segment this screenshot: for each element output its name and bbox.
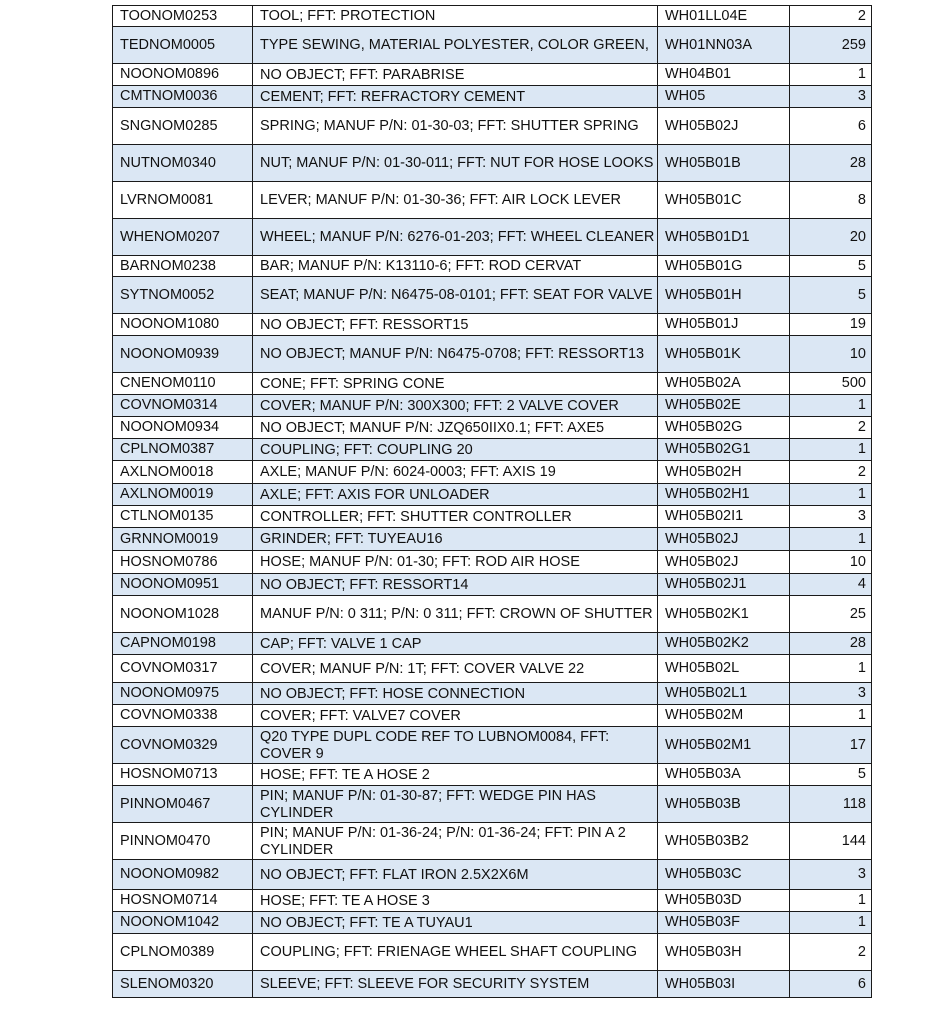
table-row: [113, 484, 872, 506]
table-row: [113, 86, 872, 108]
quantity-cell: 5: [790, 764, 872, 786]
table-row: [113, 655, 872, 683]
description-cell: HOSE; FFT: TE A HOSE 2: [253, 764, 658, 786]
description-cell: SPRING; MANUF P/N: 01-30-03; FFT: SHUTTER SPRING: [253, 108, 658, 145]
quantity-cell: 2: [790, 6, 872, 27]
quantity-cell: 1: [790, 912, 872, 934]
table-row: [113, 373, 872, 395]
location-cell: WH05: [658, 86, 790, 108]
location-cell: WH05B03I: [658, 971, 790, 998]
part-number-cell: NOONOM0975: [113, 683, 253, 705]
location-cell: WH05B01J: [658, 314, 790, 336]
quantity-cell: 3: [790, 506, 872, 528]
table-row: [113, 912, 872, 934]
part-number-cell: CPLNOM0387: [113, 439, 253, 461]
table-row: [113, 528, 872, 551]
quantity-cell: 4: [790, 574, 872, 596]
location-cell: WH05B01D1: [658, 219, 790, 256]
description-cell: NO OBJECT; FFT: RESSORT14: [253, 574, 658, 596]
location-cell: WH05B02H1: [658, 484, 790, 506]
location-cell: WH05B03B: [658, 786, 790, 823]
description-cell: PIN; MANUF P/N: 01-30-87; FFT: WEDGE PIN HAS CYLINDER: [253, 786, 658, 823]
inventory-table-body: [113, 6, 872, 998]
table-row: [113, 551, 872, 574]
location-cell: WH01NN03A: [658, 27, 790, 64]
table-row: [113, 256, 872, 277]
table-row: [113, 727, 872, 764]
location-cell: WH01LL04E: [658, 6, 790, 27]
location-cell: WH05B02I1: [658, 506, 790, 528]
part-number-cell: CMTNOM0036: [113, 86, 253, 108]
description-cell: NUT; MANUF P/N: 01-30-011; FFT: NUT FOR HOSE LOOKS: [253, 145, 658, 182]
quantity-cell: 2: [790, 417, 872, 439]
quantity-cell: 28: [790, 633, 872, 655]
table-row: [113, 439, 872, 461]
quantity-cell: 1: [790, 890, 872, 912]
description-cell: WHEEL; MANUF P/N: 6276-01-203; FFT: WHEEL CLEANER: [253, 219, 658, 256]
part-number-cell: TEDNOM0005: [113, 27, 253, 64]
description-cell: COVER; FFT: VALVE7 COVER: [253, 705, 658, 727]
quantity-cell: 1: [790, 705, 872, 727]
part-number-cell: NUTNOM0340: [113, 145, 253, 182]
quantity-cell: 3: [790, 86, 872, 108]
location-cell: WH05B02L: [658, 655, 790, 683]
table-row: [113, 277, 872, 314]
part-number-cell: NOONOM0939: [113, 336, 253, 373]
location-cell: WH05B02G1: [658, 439, 790, 461]
quantity-cell: 25: [790, 596, 872, 633]
table-row: [113, 314, 872, 336]
table-row: [113, 596, 872, 633]
location-cell: WH05B01C: [658, 182, 790, 219]
description-cell: MANUF P/N: 0 311; P/N: 0 311; FFT: CROWN OF SHUTTER: [253, 596, 658, 633]
part-number-cell: HOSNOM0713: [113, 764, 253, 786]
location-cell: WH05B02L1: [658, 683, 790, 705]
location-cell: WH05B02K2: [658, 633, 790, 655]
part-number-cell: COVNOM0329: [113, 727, 253, 764]
quantity-cell: 3: [790, 860, 872, 890]
quantity-cell: 20: [790, 219, 872, 256]
location-cell: WH05B02E: [658, 395, 790, 417]
quantity-cell: 6: [790, 108, 872, 145]
quantity-cell: 1: [790, 484, 872, 506]
description-cell: Q20 TYPE DUPL CODE REF TO LUBNOM0084, FFT: COVER 9: [253, 727, 658, 764]
table-row: [113, 336, 872, 373]
table-row: [113, 633, 872, 655]
description-cell: HOSE; MANUF P/N: 01-30; FFT: ROD AIR HOSE: [253, 551, 658, 574]
table-row: [113, 506, 872, 528]
quantity-cell: 17: [790, 727, 872, 764]
part-number-cell: AXLNOM0019: [113, 484, 253, 506]
part-number-cell: WHENOM0207: [113, 219, 253, 256]
description-cell: NO OBJECT; MANUF P/N: N6475-0708; FFT: RESSORT13: [253, 336, 658, 373]
part-number-cell: COVNOM0314: [113, 395, 253, 417]
part-number-cell: GRNNOM0019: [113, 528, 253, 551]
location-cell: WH04B01: [658, 64, 790, 86]
description-cell: NO OBJECT; FFT: RESSORT15: [253, 314, 658, 336]
table-row: [113, 705, 872, 727]
part-number-cell: CPLNOM0389: [113, 934, 253, 971]
quantity-cell: 19: [790, 314, 872, 336]
location-cell: WH05B03C: [658, 860, 790, 890]
part-number-cell: TOONOM0253: [113, 6, 253, 27]
location-cell: WH05B03F: [658, 912, 790, 934]
part-number-cell: NOONOM0896: [113, 64, 253, 86]
table-row: [113, 461, 872, 484]
part-number-cell: HOSNOM0714: [113, 890, 253, 912]
part-number-cell: LVRNOM0081: [113, 182, 253, 219]
description-cell: CONE; FFT: SPRING CONE: [253, 373, 658, 395]
location-cell: WH05B01K: [658, 336, 790, 373]
table-row: [113, 417, 872, 439]
description-cell: AXLE; MANUF P/N: 6024-0003; FFT: AXIS 19: [253, 461, 658, 484]
quantity-cell: 2: [790, 461, 872, 484]
description-cell: CEMENT; FFT: REFRACTORY CEMENT: [253, 86, 658, 108]
description-cell: COUPLING; FFT: COUPLING 20: [253, 439, 658, 461]
part-number-cell: SNGNOM0285: [113, 108, 253, 145]
location-cell: WH05B02G: [658, 417, 790, 439]
quantity-cell: 2: [790, 934, 872, 971]
description-cell: CONTROLLER; FFT: SHUTTER CONTROLLER: [253, 506, 658, 528]
location-cell: WH05B03B2: [658, 823, 790, 860]
part-number-cell: NOONOM1042: [113, 912, 253, 934]
part-number-cell: COVNOM0317: [113, 655, 253, 683]
table-row: [113, 27, 872, 64]
quantity-cell: 5: [790, 277, 872, 314]
table-row: [113, 182, 872, 219]
table-row: [113, 6, 872, 27]
location-cell: WH05B02H: [658, 461, 790, 484]
part-number-cell: NOONOM0934: [113, 417, 253, 439]
location-cell: WH05B02J: [658, 551, 790, 574]
location-cell: WH05B03A: [658, 764, 790, 786]
quantity-cell: 8: [790, 182, 872, 219]
description-cell: PIN; MANUF P/N: 01-36-24; P/N: 01-36-24; FFT: PIN A 2 CYLINDER: [253, 823, 658, 860]
description-cell: TOOL; FFT: PROTECTION: [253, 6, 658, 27]
description-cell: LEVER; MANUF P/N: 01-30-36; FFT: AIR LOCK LEVER: [253, 182, 658, 219]
location-cell: WH05B01G: [658, 256, 790, 277]
description-cell: GRINDER; FFT: TUYEAU16: [253, 528, 658, 551]
quantity-cell: 1: [790, 64, 872, 86]
quantity-cell: 5: [790, 256, 872, 277]
part-number-cell: NOONOM1028: [113, 596, 253, 633]
quantity-cell: 10: [790, 336, 872, 373]
description-cell: SEAT; MANUF P/N: N6475-08-0101; FFT: SEAT FOR VALVE: [253, 277, 658, 314]
table-row: [113, 934, 872, 971]
inventory-sheet: [112, 5, 872, 998]
description-cell: NO OBJECT; FFT: FLAT IRON 2.5X2X6M: [253, 860, 658, 890]
part-number-cell: NOONOM0982: [113, 860, 253, 890]
quantity-cell: 1: [790, 528, 872, 551]
location-cell: WH05B02J: [658, 108, 790, 145]
part-number-cell: SLENOM0320: [113, 971, 253, 998]
part-number-cell: PINNOM0470: [113, 823, 253, 860]
location-cell: WH05B01B: [658, 145, 790, 182]
part-number-cell: SYTNOM0052: [113, 277, 253, 314]
description-cell: NO OBJECT; FFT: HOSE CONNECTION: [253, 683, 658, 705]
table-row: [113, 574, 872, 596]
location-cell: WH05B01H: [658, 277, 790, 314]
part-number-cell: BARNOM0238: [113, 256, 253, 277]
table-row: [113, 64, 872, 86]
quantity-cell: 144: [790, 823, 872, 860]
table-row: [113, 145, 872, 182]
description-cell: SLEEVE; FFT: SLEEVE FOR SECURITY SYSTEM: [253, 971, 658, 998]
description-cell: HOSE; FFT: TE A HOSE 3: [253, 890, 658, 912]
quantity-cell: 28: [790, 145, 872, 182]
part-number-cell: PINNOM0467: [113, 786, 253, 823]
location-cell: WH05B02M: [658, 705, 790, 727]
location-cell: WH05B02K1: [658, 596, 790, 633]
description-cell: BAR; MANUF P/N: K13110-6; FFT: ROD CERVAT: [253, 256, 658, 277]
description-cell: COVER; MANUF P/N: 300X300; FFT: 2 VALVE COVER: [253, 395, 658, 417]
part-number-cell: NOONOM0951: [113, 574, 253, 596]
quantity-cell: 118: [790, 786, 872, 823]
quantity-cell: 6: [790, 971, 872, 998]
table-row: [113, 860, 872, 890]
location-cell: WH05B03D: [658, 890, 790, 912]
location-cell: WH05B03H: [658, 934, 790, 971]
quantity-cell: 3: [790, 683, 872, 705]
quantity-cell: 1: [790, 439, 872, 461]
table-row: [113, 395, 872, 417]
quantity-cell: 1: [790, 395, 872, 417]
description-cell: TYPE SEWING, MATERIAL POLYESTER, COLOR GREEN,: [253, 27, 658, 64]
table-row: [113, 823, 872, 860]
part-number-cell: NOONOM1080: [113, 314, 253, 336]
quantity-cell: 259: [790, 27, 872, 64]
location-cell: WH05B02J: [658, 528, 790, 551]
table-row: [113, 219, 872, 256]
quantity-cell: 500: [790, 373, 872, 395]
description-cell: COVER; MANUF P/N: 1T; FFT: COVER VALVE 22: [253, 655, 658, 683]
description-cell: NO OBJECT; MANUF P/N: JZQ650IIX0.1; FFT: AXE5: [253, 417, 658, 439]
table-row: [113, 683, 872, 705]
part-number-cell: CTLNOM0135: [113, 506, 253, 528]
part-number-cell: CAPNOM0198: [113, 633, 253, 655]
inventory-table: [112, 5, 872, 998]
location-cell: WH05B02A: [658, 373, 790, 395]
quantity-cell: 1: [790, 655, 872, 683]
description-cell: CAP; FFT: VALVE 1 CAP: [253, 633, 658, 655]
table-row: [113, 786, 872, 823]
table-row: [113, 890, 872, 912]
table-row: [113, 764, 872, 786]
description-cell: AXLE; FFT: AXIS FOR UNLOADER: [253, 484, 658, 506]
location-cell: WH05B02J1: [658, 574, 790, 596]
description-cell: NO OBJECT; FFT: TE A TUYAU1: [253, 912, 658, 934]
description-cell: COUPLING; FFT: FRIENAGE WHEEL SHAFT COUPLING: [253, 934, 658, 971]
part-number-cell: COVNOM0338: [113, 705, 253, 727]
part-number-cell: HOSNOM0786: [113, 551, 253, 574]
part-number-cell: AXLNOM0018: [113, 461, 253, 484]
table-row: [113, 108, 872, 145]
quantity-cell: 10: [790, 551, 872, 574]
table-row: [113, 971, 872, 998]
location-cell: WH05B02M1: [658, 727, 790, 764]
description-cell: NO OBJECT; FFT: PARABRISE: [253, 64, 658, 86]
part-number-cell: CNENOM0110: [113, 373, 253, 395]
